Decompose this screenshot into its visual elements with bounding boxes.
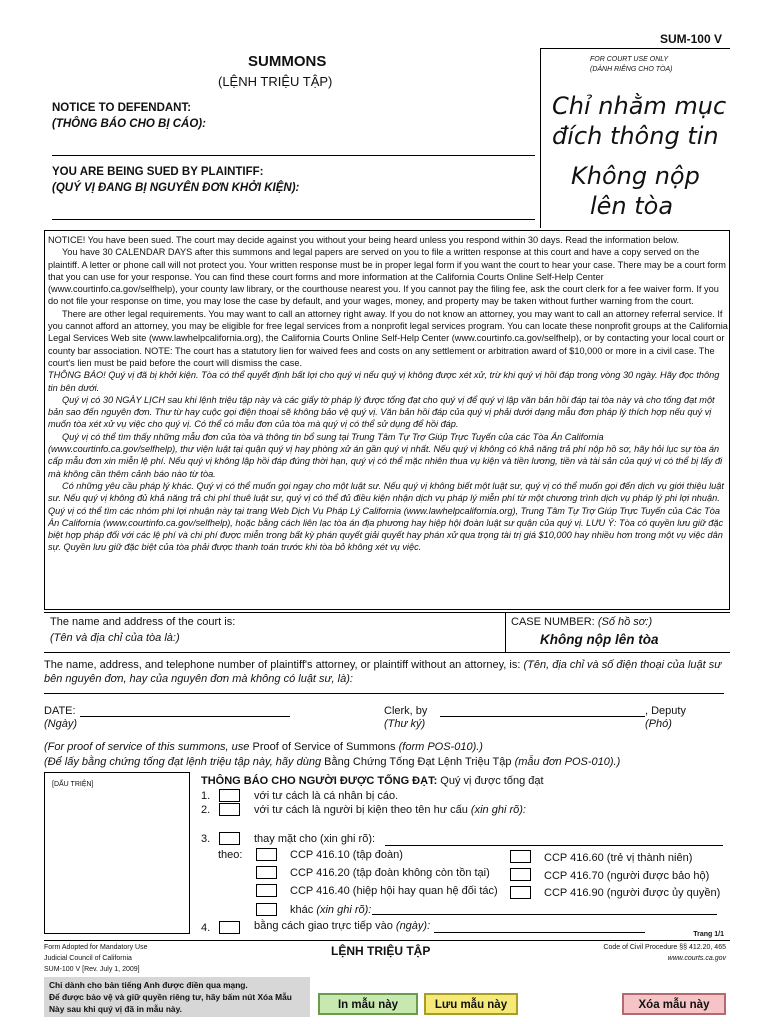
- ccp-41670-label: CCP 416.70 (người được bảo hộ): [544, 870, 710, 882]
- notice-vi-p3: Quý vị có thể tìm thấy những mẫu đơn của tòa và thông tin bổ sung tại Trung Tâm Tự Trợ Giúp Trực Tuyến của các Tòa Án California (www.courtinfo.ca.gov/selfhelp), thư viện luật tại quận quý vị hay phòng xử án gần quý vị nhất. Nếu quý vị không có khả năng trả phí nộp hồ sơ, hãy hỏi lục sự tòa án cấp mẫu đơn xin miễn lệ phí. Nếu quý vị không lập hồi đáp đúng thời hạn, quý vị có thể mặc nhiên thua vụ kiện và tiền lương, tiền và tài sản của quý vị có thể bị lấy đi mà không cần thêm cảnh báo nào từ tòa.: [48, 431, 723, 479]
- form-id: SUM-100 V: [659, 32, 722, 46]
- notice-en-p1: NOTICE! You have been sued. The court may decide against you without your being heard unless you respond within 30 days. Read the information below.: [48, 235, 680, 245]
- ccp-41610-label: CCP 416.10 (tập đoàn): [290, 849, 403, 861]
- ccp-41690-checkbox[interactable]: [510, 886, 531, 899]
- seal-box: [44, 772, 190, 934]
- banner-line2: Để được bảo vệ và giữ quyền riêng tư, hãy bấm nút Xóa Mẫu: [49, 992, 292, 1002]
- other-label: [290, 904, 371, 916]
- notice-vi-p1: THÔNG BÁO! Quý vị đã bị khởi kiện. Tòa có thể quyết định bất lợi cho quý vị nếu quý vị không được xét xử, trừ khi quý vị hồi đáp trong vòng 30 ngày. Hãy đọc thông tin bên dưới.: [48, 370, 720, 393]
- notice-vi-p2: Quý vị có 30 NGÀY LỊCH sau khi lệnh triệu tập này và các giấy tờ pháp lý được tống đạt cho quý vị để quý vị lập văn bản hồi đáp tại tòa này và cho tống đạt một bản sao đến nguyên đơn. Thư từ hay cuộc gọi điện thoại sẽ không bảo vệ quý vị. Văn bản hồi đáp của quý vị phải dưới dạng mẫu đơn pháp lý thích hợp nếu quý vị muốn tòa xét xử vụ việc cho quý vị. Có thể có mẫu đơn của tòa mà quý vị có thể sử dụng để hồi đáp.: [48, 394, 715, 430]
- item4-checkbox[interactable]: [219, 921, 240, 934]
- item1-label: với tư cách là cá nhân bị cáo.: [254, 790, 399, 802]
- attorney-label: [44, 658, 730, 686]
- court-name-label-vi: (Tên và địa chỉ của tòa là:): [50, 632, 180, 644]
- clerk-label-vi: (Thư ký): [384, 718, 426, 730]
- served-heading-rest: Quý vị được tống đạt: [440, 775, 544, 787]
- other-text-italic: (xin ghi rõ):: [316, 904, 372, 916]
- notice-vi-p4: Có những yêu cầu pháp lý khác. Quý vị có thể muốn gọi ngay cho một luật sư. Nếu quý vị không biết một luật sư, quý vị có thể muốn gọi đến dịch vụ giới thiệu luật sư. Nếu quý vị không đủ khả năng trả chi phí thuê luật sư, quý vị có thể đủ điều kiện nhận dịch vụ pháp lý miễn phí từ một chương trình dịch vụ pháp lý phi lợi nhuận. Quý vị có thể tìm các nhóm phi lợi nhuận này tại trang Web Dịch Vụ Pháp Lý California (www.lawhelpcalifornia.org), Trung Tâm Tự Trợ Giúp Trực Tuyến của Các Tòa Án California (www.courtinfo.ca.gov/selfhelp), hoặc bằng cách liên lạc tòa án địa phương hay hiệp hội đoàn luật sư quận của quý vị. LƯU Ý: Tòa có quyền lưu giữ đặc biệt hợp pháp đối với các lệ phí và chi phí được miễn trong bất kỳ phán quyết giải quyết hay phán xử qua trọng tài trị giá $10,000 hay nhiều hơn trong một vụ việc dân sự. Quyền lưu giữ đặc biệt của tòa phải được thanh toán trước khi tòa bỏ không xét vụ việc.: [48, 480, 724, 553]
- defendant-label-vi: (THÔNG BÁO CHO BỊ CÁO):: [52, 118, 206, 130]
- print-button[interactable]: In mẫu này: [318, 993, 418, 1015]
- court-name-label: The name and address of the court is:: [50, 616, 236, 628]
- instruction-banner: [44, 977, 310, 1017]
- clerk-field[interactable]: [440, 716, 645, 717]
- date-label-vi: (Ngày): [44, 718, 78, 730]
- date-field[interactable]: [80, 716, 290, 717]
- other-checkbox[interactable]: [256, 903, 277, 916]
- ccp-41640-checkbox[interactable]: [256, 884, 277, 897]
- item3-checkbox[interactable]: [219, 832, 240, 845]
- info-only-line2: đích thông tin: [552, 122, 719, 150]
- ccp-41660-label: CCP 416.60 (trẻ vị thành niên): [544, 852, 693, 864]
- proof-en-b: Proof of Service of Summons: [252, 741, 396, 753]
- deputy-label-vi: (Phó): [645, 718, 672, 730]
- footer-left-3: SUM-100 V [Rev. July 1, 2009]: [44, 966, 140, 973]
- clerk-label: Clerk, by: [384, 705, 428, 717]
- ccp-41690-label: CCP 416.90 (người được ủy quyền): [544, 887, 721, 899]
- theo-label: theo:: [218, 849, 243, 861]
- notice-en-p3: There are other legal requirements. You may want to call an attorney right away. If you do not know an attorney, you may want to call an attorney referral service. If you cannot afford an attorney, you may be eligible for free legal services from a nonprofit legal services program. You can locate these nonprofit groups at the California Legal Services Web site (www.lawhelpcalifornia.org), the California Courts Online Self-Help Center (www.courtinfo.ca.gov/selfhelp), or by contacting your local court or county bar association. NOTE: The court has a statutory lien for waived fees and costs on any settlement or arbitration award of $10,000 or more in a civil case. The court's lien must be paid before the court will dismiss the case.: [48, 308, 728, 368]
- court-use-label-vi: (DÀNH RIÊNG CHO TÒA): [590, 66, 673, 73]
- plaintiff-label: YOU ARE BEING SUED BY PLAINTIFF:: [52, 166, 264, 178]
- footer-right-1: Code of Civil Procedure §§ 412.20, 465: [603, 944, 726, 951]
- item2-number: 2.: [201, 804, 211, 816]
- ccp-41610-checkbox[interactable]: [256, 848, 277, 861]
- deputy-label: , Deputy: [645, 705, 686, 717]
- item1-number: 1.: [201, 790, 211, 802]
- proof-vi-b: Bằng Chứng Tống Đạt Lệnh Triệu Tập: [324, 756, 512, 768]
- defendant-field[interactable]: [52, 155, 535, 156]
- item1-checkbox[interactable]: [219, 789, 240, 802]
- notice-en-p2: You have 30 CALENDAR DAYS after this summons and legal papers are served on you to file a written response at this court and have a copy served on the plaintiff. A letter or phone call will not protect you. Your written response must be in proper legal form if you want the court to hear your case. There may be a court form that you can use for your response. You can find these court forms and more information at the California Courts Online Self-Help Center (www.courtinfo.ca.gov/selfhelp), your county law library, or the courthouse nearest you. If you cannot pay the filing fee, ask the court clerk for a fee waiver form. If you do not file your response on time, you may lose the case by default, and your wages, money, and property may be taken without further warning from the court.: [48, 247, 726, 307]
- other-text: khác: [290, 904, 314, 916]
- defendant-label: NOTICE TO DEFENDANT:: [52, 102, 192, 114]
- case-number-label: [511, 616, 652, 628]
- item4-label: [254, 920, 430, 932]
- proof-vi: [44, 756, 620, 768]
- footer-right-2: www.courts.ca.gov: [667, 955, 726, 962]
- footer-title: LỆNH TRIỆU TẬP: [331, 944, 431, 958]
- case-number-value[interactable]: Không nộp lên tòa: [540, 632, 659, 647]
- proof-vi-c: (mẫu đơn POS-010).): [514, 756, 621, 768]
- court-use-label: FOR COURT USE ONLY: [590, 56, 669, 63]
- item3-number: 3.: [201, 833, 211, 845]
- item2-label: [254, 804, 526, 816]
- date-label: DATE:: [44, 705, 76, 717]
- plaintiff-field[interactable]: [52, 219, 535, 220]
- served-heading: [201, 775, 544, 787]
- item2-text: với tư cách là người bị kiện theo tên hư cấu: [254, 804, 468, 816]
- save-button[interactable]: Lưu mẫu này: [424, 993, 518, 1015]
- item2-checkbox[interactable]: [219, 803, 240, 816]
- item3-label: thay mặt cho (xin ghi rõ):: [254, 833, 376, 845]
- other-field[interactable]: [372, 914, 717, 915]
- attorney-en: The name, address, and telephone number of plaintiff's attorney, or plaintiff without an attorney, is:: [44, 659, 521, 671]
- banner-line3: Này sau khi quý vị đã in mẫu này.: [49, 1004, 182, 1014]
- case-number-vi: (Số hồ sơ:): [597, 616, 653, 628]
- notice-text: [48, 234, 728, 554]
- proof-en-a: (For proof of service of this summons, use: [44, 741, 250, 753]
- attorney-field[interactable]: [44, 693, 724, 694]
- served-heading-bold: THÔNG BÁO CHO NGƯỜI ĐƯỢC TỐNG ĐẠT:: [201, 775, 438, 787]
- item4-text: bằng cách giao trực tiếp vào: [254, 920, 393, 932]
- clear-button[interactable]: Xóa mẫu này: [622, 993, 726, 1015]
- proof-en-c: (form POS-010).): [398, 741, 483, 753]
- plaintiff-label-vi: (QUÝ VỊ ĐANG BỊ NGUYÊN ĐƠN KHỞI KIỆN):: [52, 182, 300, 194]
- page-title: SUMMONS: [248, 53, 327, 70]
- info-only-line1: Chỉ nhằm mục: [552, 92, 727, 120]
- ccp-41640-label: CCP 416.40 (hiệp hội hay quan hệ đối tác): [290, 885, 498, 897]
- ccp-41620-checkbox[interactable]: [256, 866, 277, 879]
- proof-en: [44, 741, 483, 753]
- proof-vi-a: (Để lấy bằng chứng tống đạt lệnh triệu tập này, hãy dùng: [44, 756, 322, 768]
- ccp-41660-checkbox[interactable]: [510, 850, 531, 863]
- ccp-41620-label: CCP 416.20 (tập đoàn không còn tồn tại): [290, 867, 490, 879]
- case-number-en: CASE NUMBER:: [511, 616, 595, 628]
- do-not-file-line2: lên tòa: [590, 192, 674, 220]
- item4-field[interactable]: [434, 932, 645, 933]
- item2-text-italic: (xin ghi rõ):: [470, 804, 526, 816]
- page-number: Trang 1/1: [693, 931, 724, 938]
- footer-left-1: Form Adopted for Mandatory Use: [44, 944, 148, 951]
- seal-label: [DẤU TRIỆN]: [52, 781, 94, 788]
- attorney-vi: (Tên, địa chỉ và số điện thoại của luật sư bên nguyên đơn, hay của nguyên đơn mà không có luật sư, là):: [44, 659, 722, 685]
- page-title-vi: (LỆNH TRIỆU TẬP): [218, 74, 333, 89]
- footer-left-2: Judicial Council of California: [44, 955, 132, 962]
- do-not-file-line1: Không nộp: [571, 162, 700, 190]
- item4-text-italic: (ngày):: [395, 920, 431, 932]
- banner-line1: Chỉ dành cho bản tiếng Anh được điền qua mạng.: [49, 980, 248, 990]
- item4-number: 4.: [201, 922, 211, 934]
- item3-field[interactable]: [385, 845, 723, 846]
- ccp-41670-checkbox[interactable]: [510, 868, 531, 881]
